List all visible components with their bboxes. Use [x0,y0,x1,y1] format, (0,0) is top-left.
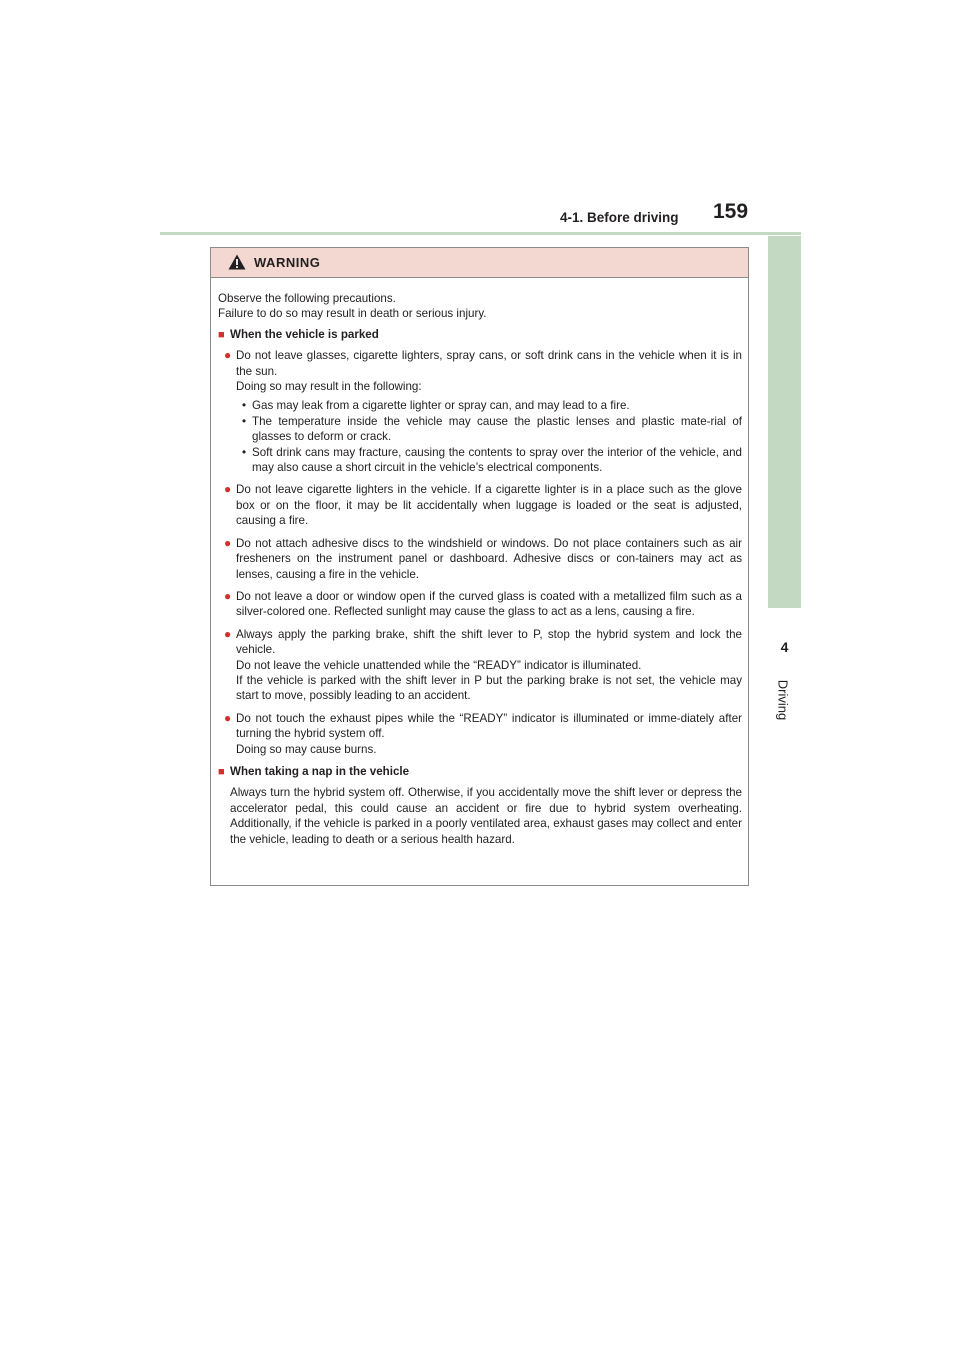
bullet-text: Always apply the parking brake, shift the shift lever to P, stop the hybrid system and lock the vehicle. [236,627,742,657]
warning-bullet [224,482,742,528]
warning-bullet [224,589,742,620]
page-number: 159 [713,200,749,223]
sub-list-item: • The temperature inside the vehicle may cause the plastic lenses and plastic mate-rial of glasses to deform or crack. [242,414,742,444]
section-heading [218,764,742,780]
section-heading [218,327,742,343]
warning-intro [218,291,742,322]
square-bullet-icon: ■ [218,328,225,341]
warning-bullet [224,536,742,582]
page-header [0,0,960,240]
warning-header [211,248,748,278]
bullet-text: Do not leave cigarette lighters in the vehicle. If a cigarette lighter is in a place such as the glove box or on the floor, it may be lit accidentally when luggage is loaded or the seat is adjusted, causing a fire. [236,483,742,528]
sub-list-item: • Soft drink cans may fracture, causing the contents to spray over the interior of the vehicle, and may also cause a short circuit in the vehicle’s electrical components. [242,445,742,475]
circle-bullet-icon: ● [224,626,232,641]
bullet-text: Do not leave the vehicle unattended while the “READY” indicator is illuminated. [236,658,642,672]
section-title: 4-1. Before driving [560,210,679,225]
warning-triangle-icon [228,254,246,270]
header-rule [160,232,801,235]
dot-bullet-icon: • [242,445,247,459]
warning-bullet [224,711,742,757]
sub-list-item: • Gas may leak from a cigarette lighter or spray can, and may lead to a fire. [242,399,630,413]
bullet-text: Doing so may cause burns. [236,742,377,756]
bullet-text: Do not touch the exhaust pipes while the “READY” indicator is illuminated or imme-diately after turning the hybrid system off. [236,711,742,741]
circle-bullet-icon: ● [224,535,232,550]
warning-body [211,278,748,847]
warning-title: WARNING [254,255,321,270]
circle-bullet-icon: ● [224,482,232,497]
section-heading-text: When the vehicle is parked [230,327,379,341]
circle-bullet-icon: ● [224,348,232,363]
chapter-tab [768,236,801,655]
circle-bullet-icon: ● [224,710,232,725]
bullet-text: If the vehicle is parked with the shift lever in P but the parking brake is not set, the vehicle may start to move, possibly leading to an accident. [236,673,742,703]
warning-bullet [224,348,742,475]
square-bullet-icon: ■ [218,765,225,778]
section-heading-text: When taking a nap in the vehicle [230,764,410,778]
bullet-text: Doing so may result in the following: [236,380,422,394]
bullet-text: Do not leave glasses, cigarette lighters, spray cans, or soft drink cans in the vehicle when it is in the sun. [236,349,742,378]
warning-bullet [224,627,742,704]
dot-bullet-icon: • [242,414,247,428]
warning-box [210,247,749,886]
chapter-label-text: Driving [775,679,791,721]
chapter-number: 4 [780,639,789,655]
bullet-text: Do not leave a door or window open if the curved glass is coated with a metallized film such as a silver-colored one. Reflected sunlight may cause the glass to act as a lens, causing a fire. [236,589,742,619]
bullet-text: Do not attach adhesive discs to the windshield or windows. Do not place containers such as air fresheners on the instrument panel or dashboard. Adhesive discs or con-tainers may act as lenses, causing a fire in the vehicle. [236,536,742,581]
circle-bullet-icon: ● [224,588,232,603]
nap-paragraph: Always turn the hybrid system off. Otherwise, if you accidentally move the shift lever or depress the accelerator pedal, this could cause an accident or fire due to hybrid system overheating. Additionally, if the vehicle is parked in a poorly ventilated area, exhaust gases may collect and enter the vehicle, leading to death or a serious health hazard. [230,786,742,846]
sub-list [242,398,742,475]
chapter-label [773,670,793,730]
intro-line: Observe the following precautions. [218,292,396,305]
intro-line: Failure to do so may result in death or serious injury. [218,307,487,321]
dot-bullet-icon: • [242,399,247,413]
